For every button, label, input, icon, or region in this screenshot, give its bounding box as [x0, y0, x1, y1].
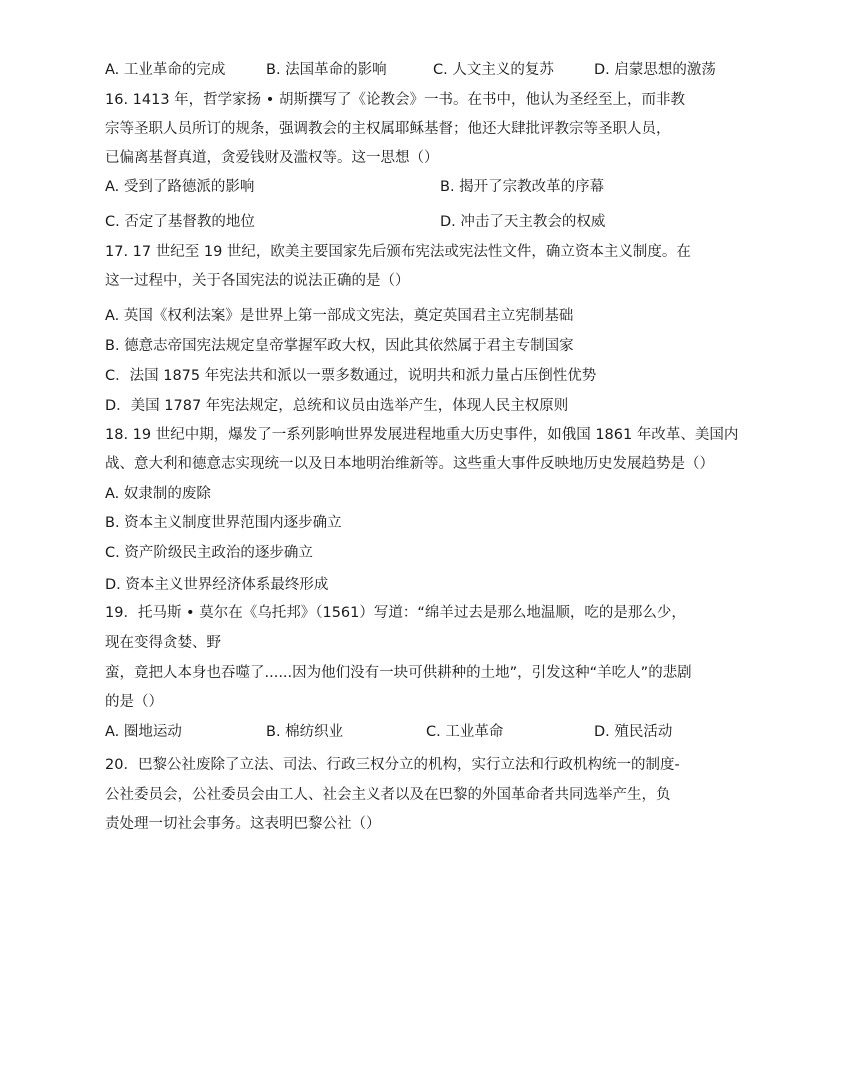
q16-option-c: C. 否定了基督教的地位 [105, 214, 255, 230]
q19-line-4: 的是（） [105, 694, 163, 710]
q19-option-b: B. 棉纺织业 [266, 724, 344, 740]
q19-line-2: 现在变得贪婪、野 [105, 635, 221, 651]
q16-line-2: 宗等圣职人员所订的规条，强调教会的主权属耶稣基督；他还大肆批评教宗等圣职人员， [105, 121, 671, 137]
q20-line-1: 20．巴黎公社废除了立法、司法、行政三权分立的机构，实行立法和行政机构统一的制度- [105, 757, 680, 773]
q15-option-a: A. 工业革命的完成 [105, 62, 226, 78]
q20-line-2: 公社委员会，公社委员会由工人、社会主义者以及在巴黎的外国革命者共同选举产生，负 [105, 787, 671, 803]
q16-line-1: 16. 1413 年，哲学家扬 • 胡斯撰写了《论教会》一书。在书中，他认为圣经至上，而非教 [105, 92, 685, 108]
q16-line-3: 已偏离基督真道，贪爱钱财及滥权等。这一思想（） [105, 150, 439, 166]
q17-line-2: 这一过程中，关于各国宪法的说法正确的是（） [105, 273, 410, 289]
q19-line-1: 19．托马斯 • 莫尔在《乌托邦》（1561）写道：“绵羊过去是那么地温顺，吃的是那么少， [105, 605, 686, 621]
q17-line-1: 17. 17 世纪至 19 世纪，欧美主要国家先后颁布宪法或宪法性文件，确立资本主义制度。在 [105, 244, 691, 260]
q17-option-d: D．美国 1787 年宪法规定，总统和议员由选举产生，体现人民主权原则 [105, 398, 569, 414]
q15-option-b: B. 法国革命的影响 [266, 62, 387, 78]
q17-option-b: B. 德意志帝国宪法规定皇帝掌握军政大权，因此其依然属于君主专制国家 [105, 338, 574, 354]
q18-option-d: D. 资本主义世界经济体系最终形成 [105, 577, 329, 593]
q20-line-3: 责处理一切社会事务。这表明巴黎公社（） [105, 816, 381, 832]
q17-option-c: C．法国 1875 年宪法共和派以一票多数通过，说明共和派力量占压倒性优势 [105, 368, 597, 384]
q19-option-a: A. 圈地运动 [105, 724, 182, 740]
q17-option-a: A. 英国《权利法案》是世界上第一部成文宪法，奠定英国君主立宪制基础 [105, 308, 574, 324]
q18-line-2: 战、意大利和德意志实现统一以及日本地明治维新等。这些重大事件反映地历史发展趋势是（） [105, 456, 714, 472]
q18-line-1: 18. 19 世纪中期，爆发了一系列影响世界发展进程地重大历史事件，如俄国 1861 年改革、美国内 [105, 427, 739, 443]
q15-option-d: D. 启蒙思想的激荡 [594, 62, 716, 78]
q18-option-c: C. 资产阶级民主政治的逐步确立 [105, 545, 313, 561]
q16-option-d: D. 冲击了天主教会的权威 [440, 214, 606, 230]
q19-option-d: D. 殖民活动 [594, 724, 673, 740]
q15-option-c: C. 人文主义的复苏 [433, 62, 554, 78]
q18-option-b: B. 资本主义制度世界范围内逐步确立 [105, 515, 342, 531]
q16-option-b: B. 揭开了宗教改革的序幕 [440, 179, 605, 195]
q18-option-a: A. 奴隶制的废除 [105, 486, 211, 502]
q19-line-3: 蛮，竟把人本身也吞噬了......因为他们没有一块可供耕种的土地”，引发这种“羊吃人”的悲剧 [105, 665, 692, 681]
q19-option-c: C. 工业革命 [426, 724, 504, 740]
q16-option-a: A. 受到了路德派的影响 [105, 179, 255, 195]
